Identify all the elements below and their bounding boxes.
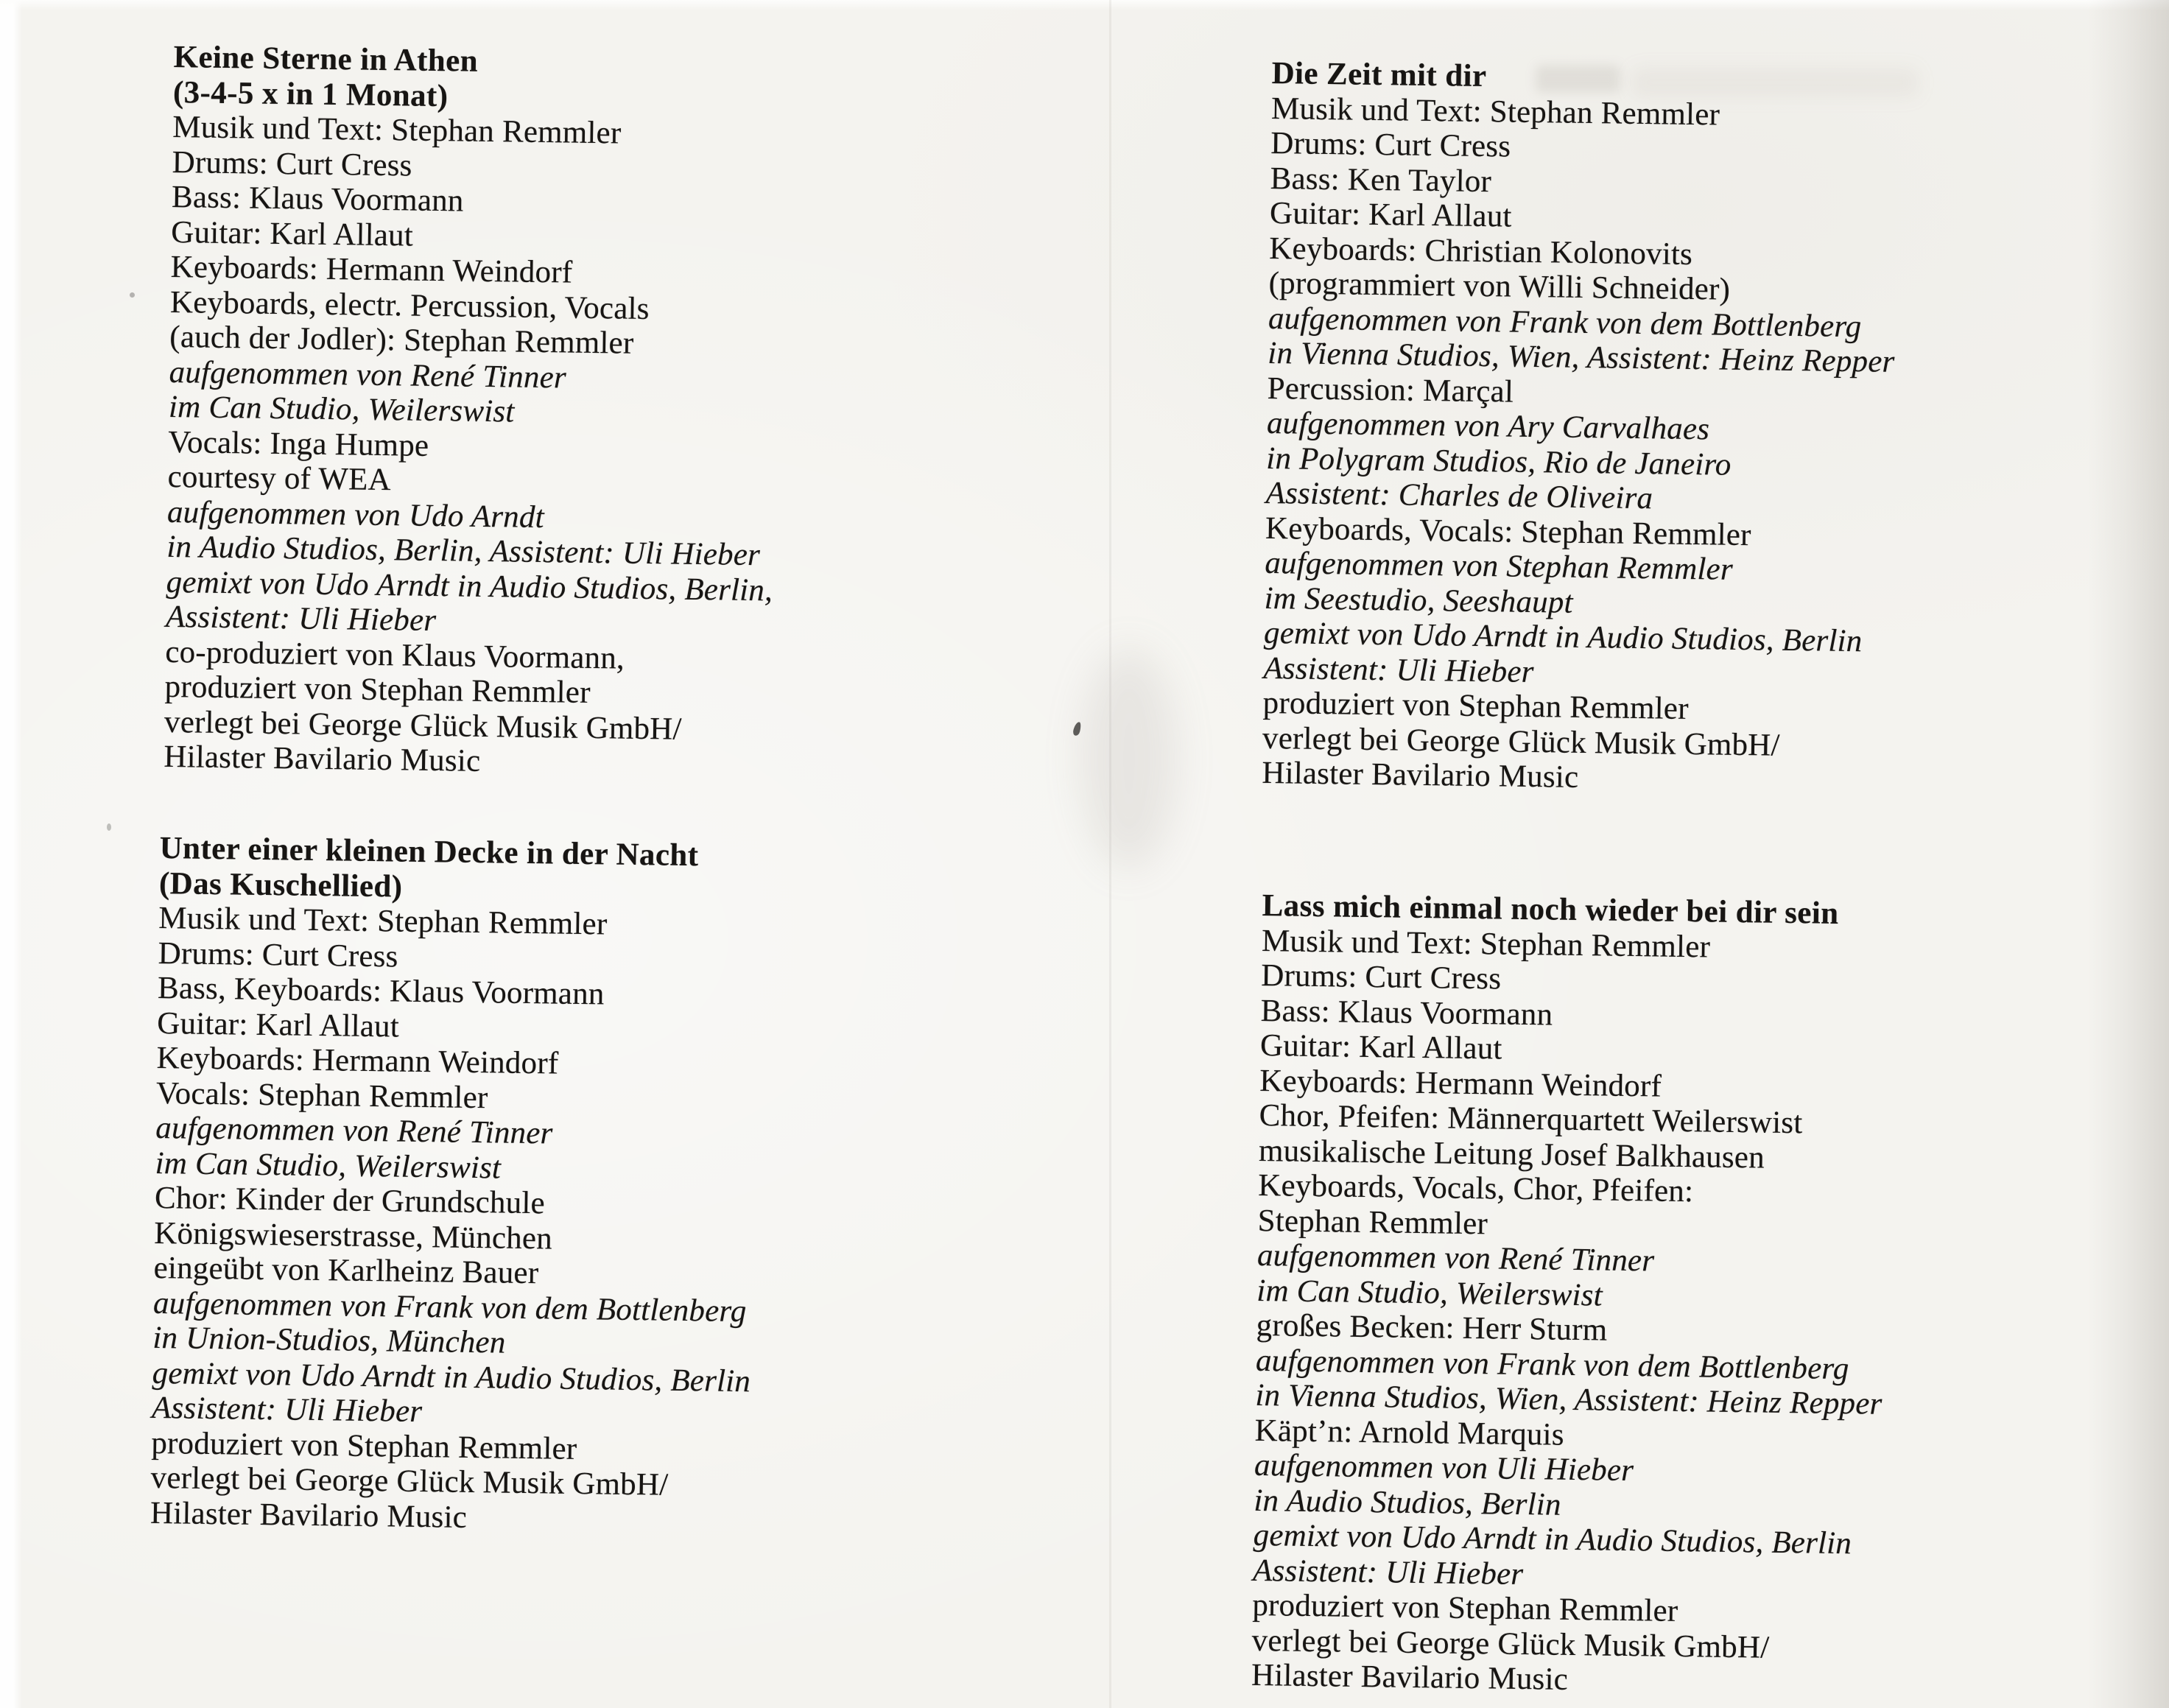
scan-edge-left (0, 0, 22, 1708)
credit-line: aufgenommen von René Tinner (1256, 1237, 1655, 1279)
credit-line: verlegt bei George Glück Musik GmbH/ (164, 704, 682, 747)
credit-line: in Vienna Studios, Wien, Assistent: Heinz Repper (1268, 335, 1895, 379)
credit-line: produziert von Stephan Remmler (151, 1425, 577, 1466)
credit-line: Percussion: Marçal (1267, 370, 1514, 410)
credit-line: gemixt von Udo Arndt in Audio Studios, Berlin (1263, 615, 1863, 659)
credit-line: Musik und Text: Stephan Remmler (172, 109, 622, 151)
credit-line: Keyboards: Christian Kolonovits (1269, 231, 1693, 272)
credit-line: aufgenommen von Frank von dem Bottlenberg (152, 1285, 747, 1329)
credit-line: Keyboards: Hermann Weindorf (156, 1040, 559, 1081)
credit-line: in Polygram Studios, Rio de Janeiro (1266, 440, 1732, 482)
song-title-line: Die Zeit mit dir (1271, 56, 1487, 94)
credit-line: Hilaster Bavilario Music (1262, 755, 1579, 795)
credit-line: gemixt von Udo Arndt in Audio Studios, Berlin (152, 1355, 751, 1399)
scan-edge-right (2088, 0, 2169, 1708)
credit-line: musikalische Leitung Josef Balkhausen (1258, 1133, 1765, 1175)
song-title-line: Unter einer kleinen Decke in der Nacht (159, 831, 699, 874)
credit-line: aufgenommen von Frank von dem Bottlenberg (1268, 301, 1862, 344)
credit-line: in Union-Studios, München (152, 1320, 506, 1360)
song-title-line: Keine Sterne in Athen (173, 40, 479, 79)
credit-line: Keyboards: Hermann Weindorf (170, 249, 573, 290)
credit-line: Guitar: Karl Allaut (171, 214, 414, 253)
credit-line: Guitar: Karl Allaut (1259, 1027, 1502, 1066)
credit-line: Assistent: Uli Hieber (1263, 650, 1534, 689)
credit-line: aufgenommen von Stephan Remmler (1265, 545, 1734, 587)
credit-line: aufgenommen von Ary Carvalhaes (1266, 405, 1710, 447)
credit-line: Bass: Ken Taylor (1270, 161, 1492, 199)
credit-line: Keyboards, electr. Percussion, Vocals (169, 284, 650, 326)
credit-line: eingeübt von Karlheinz Bauer (153, 1250, 539, 1291)
credit-line: gemixt von Udo Arndt in Audio Studios, Berlin (1253, 1517, 1852, 1561)
credit-line: Drums: Curt Cress (158, 935, 398, 974)
credit-line: im Seestudio, Seeshaupt (1264, 580, 1574, 620)
credit-line: (programmiert von Willi Schneider) (1268, 265, 1731, 307)
credit-line: großes Becken: Herr Sturm (1256, 1307, 1608, 1348)
credit-line: (auch der Jodler): Stephan Remmler (169, 319, 634, 361)
credit-line: gemixt von Udo Arndt in Audio Studios, Berlin, (166, 564, 773, 608)
credit-line: im Can Studio, Weilerswist (168, 389, 515, 429)
credit-line: co-produziert von Klaus Voormann, (165, 634, 625, 676)
credit-line: aufgenommen von Udo Arndt (166, 494, 545, 535)
song-title-line: (Das Kuschellied) (158, 865, 403, 904)
credits-block-lass-mich-einmal-noch (1251, 888, 1889, 1701)
credit-line: Keyboards: Hermann Weindorf (1259, 1063, 1662, 1104)
credit-line: im Can Studio, Weilerswist (1256, 1273, 1603, 1312)
credit-line: in Audio Studios, Berlin (1254, 1483, 1561, 1522)
scan-speck (107, 823, 111, 831)
credit-line: Drums: Curt Cress (1270, 125, 1511, 164)
credit-line: Hilaster Bavilario Music (164, 739, 481, 779)
credit-line: Drums: Curt Cress (172, 144, 412, 183)
credit-line: produziert von Stephan Remmler (164, 669, 591, 710)
credit-line: Assistent: Uli Hieber (165, 599, 437, 639)
scan-speck (130, 292, 135, 298)
credit-line: verlegt bei George Glück Musik GmbH/ (1262, 720, 1780, 763)
credit-line: Bass: Klaus Voormann (171, 179, 464, 219)
credit-line: Käpt’n: Arnold Marquis (1254, 1413, 1565, 1452)
credit-line: Stephan Remmler (1257, 1203, 1488, 1241)
credit-line: Musik und Text: Stephan Remmler (158, 900, 608, 942)
credit-line: produziert von Stephan Remmler (1262, 685, 1690, 726)
credit-line: aufgenommen von Frank von dem Bottlenberg (1255, 1343, 1849, 1386)
credit-line: Musik und Text: Stephan Remmler (1270, 91, 1720, 132)
credit-line: in Vienna Studios, Wien, Assistent: Heinz Repper (1255, 1377, 1883, 1421)
scan-speck (1072, 721, 1082, 737)
credit-line: Hilaster Bavilario Music (1251, 1657, 1569, 1697)
song-title-line: (3-4-5 x in 1 Monat) (172, 74, 449, 113)
credit-line: verlegt bei George Glück Musik GmbH/ (1251, 1623, 1770, 1665)
credit-line: Guitar: Karl Allaut (157, 1005, 400, 1044)
credit-line: courtesy of WEA (167, 459, 392, 498)
credit-line: Assistent: Charles de Oliveira (1265, 475, 1653, 516)
credit-line: Bass: Klaus Voormann (1260, 993, 1553, 1033)
credits-block-unter-einer-kleinen-decke (150, 831, 759, 1539)
credit-line: aufgenommen von Uli Hieber (1254, 1447, 1634, 1489)
credit-line: Drums: Curt Cress (1261, 957, 1502, 997)
credit-line: Keyboards, Vocals, Chor, Pfeifen: (1258, 1167, 1694, 1209)
scan-edge-top (0, 0, 2169, 10)
credit-line: Königswieserstrasse, München (154, 1215, 553, 1256)
credit-line: Guitar: Karl Allaut (1269, 195, 1512, 234)
credit-line: Chor: Kinder der Grundschule (154, 1180, 546, 1221)
credit-line: produziert von Stephan Remmler (1252, 1587, 1678, 1628)
credit-line: Assistent: Uli Hieber (151, 1390, 423, 1430)
credits-block-keine-sterne-in-athen (164, 40, 780, 783)
credit-line: aufgenommen von René Tinner (155, 1110, 553, 1151)
credit-line: Chor, Pfeifen: Männerquartett Weilerswist (1259, 1097, 1803, 1141)
credit-line: Keyboards, Vocals: Stephan Remmler (1265, 510, 1751, 552)
credit-line: im Can Studio, Weilerswist (155, 1145, 502, 1186)
center-fold-shadow (1081, 648, 1177, 869)
credit-line: Vocals: Stephan Remmler (155, 1075, 488, 1115)
credits-block-die-zeit-mit-dir (1262, 56, 1899, 799)
credit-line: aufgenommen von René Tinner (169, 354, 567, 395)
credit-line: Hilaster Bavilario Music (150, 1495, 468, 1535)
credit-line: Musik und Text: Stephan Remmler (1261, 923, 1711, 964)
credit-line: Bass, Keyboards: Klaus Voormann (157, 970, 605, 1012)
credit-line: in Audio Studios, Berlin, Assistent: Uli Hieber (166, 529, 761, 573)
credit-line: verlegt bei George Glück Musik GmbH/ (150, 1460, 669, 1503)
credit-line: Vocals: Inga Humpe (168, 424, 429, 463)
credit-line: Assistent: Uli Hieber (1252, 1553, 1524, 1592)
song-title-line: Lass mich einmal noch wieder bei dir sein (1262, 888, 1839, 931)
